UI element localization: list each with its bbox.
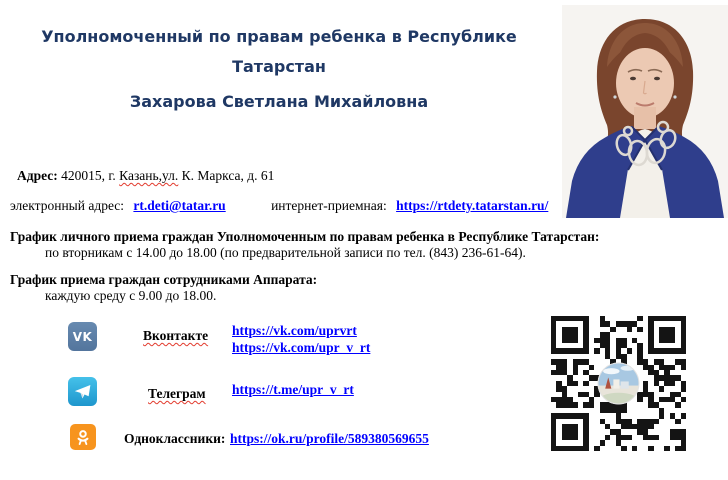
vkontakte-link-2[interactable]: https://vk.com/upr_v_rt xyxy=(232,339,371,355)
qr-center-logo xyxy=(597,362,640,405)
portrait-photo xyxy=(562,5,728,218)
staff-schedule-detail: каждую среду с 9.00 до 18.00. xyxy=(45,288,217,303)
telegram-label: Телеграм xyxy=(148,386,206,401)
odnoklassniki-link-1[interactable]: https://ok.ru/profile/589380569655 xyxy=(230,431,429,446)
staff-schedule-heading: График приема граждан сотрудниками Аппарата: xyxy=(10,272,318,287)
odnoklassniki-person-icon xyxy=(73,427,93,447)
personal-schedule-detail: по вторникам с 14.00 до 18.00 (по предварительной записи по тел. (843) 236-61-64). xyxy=(45,245,526,260)
telegram-plane-icon xyxy=(72,381,93,402)
person-name: Захарова Светлана Михайловна xyxy=(129,92,429,111)
email-line xyxy=(10,198,548,213)
internet-reception-label: интернет-приемная: xyxy=(271,198,387,213)
telegram-link-1[interactable]: https://t.me/upr_v_rt xyxy=(232,382,354,397)
telegram-icon xyxy=(68,377,97,406)
page-title xyxy=(0,22,558,82)
vkontakte-label: Вконтакте xyxy=(143,328,209,343)
email-label: электронный адрес: xyxy=(10,198,125,213)
portrait-photo-image xyxy=(562,5,728,218)
odnoklassniki-label: Одноклассники: xyxy=(124,431,226,446)
address-line xyxy=(17,168,274,183)
address-pre: 420015, г. xyxy=(57,168,120,183)
odnoklassniki-icon xyxy=(70,424,96,450)
page-title-line2: Татарстан xyxy=(232,57,326,76)
vkontakte-link-1[interactable]: https://vk.com/uprvrt xyxy=(232,323,357,338)
vkontakte-icon xyxy=(68,322,97,351)
odnoklassniki-links xyxy=(230,431,429,446)
internet-reception-link[interactable]: https://rtdety.tatarstan.ru/ xyxy=(396,198,549,213)
email-link[interactable]: rt.deti@tatar.ru xyxy=(133,198,226,213)
page-title-line1: Уполномоченный по правам ребенка в Республике xyxy=(41,27,517,46)
address-label: Адрес: xyxy=(17,168,58,183)
address-post: К. Маркса, д. 61 xyxy=(178,168,275,183)
vkontakte-links xyxy=(232,323,370,356)
qr-code xyxy=(551,316,686,451)
telegram-links xyxy=(232,382,354,397)
address-misspelled-word: Казань,ул. xyxy=(119,168,179,183)
vkontakte-icon-text: VK xyxy=(72,329,93,344)
personal-schedule-heading: График личного приема граждан Уполномоченным по правам ребенка в Республике Татарстан: xyxy=(10,229,600,244)
